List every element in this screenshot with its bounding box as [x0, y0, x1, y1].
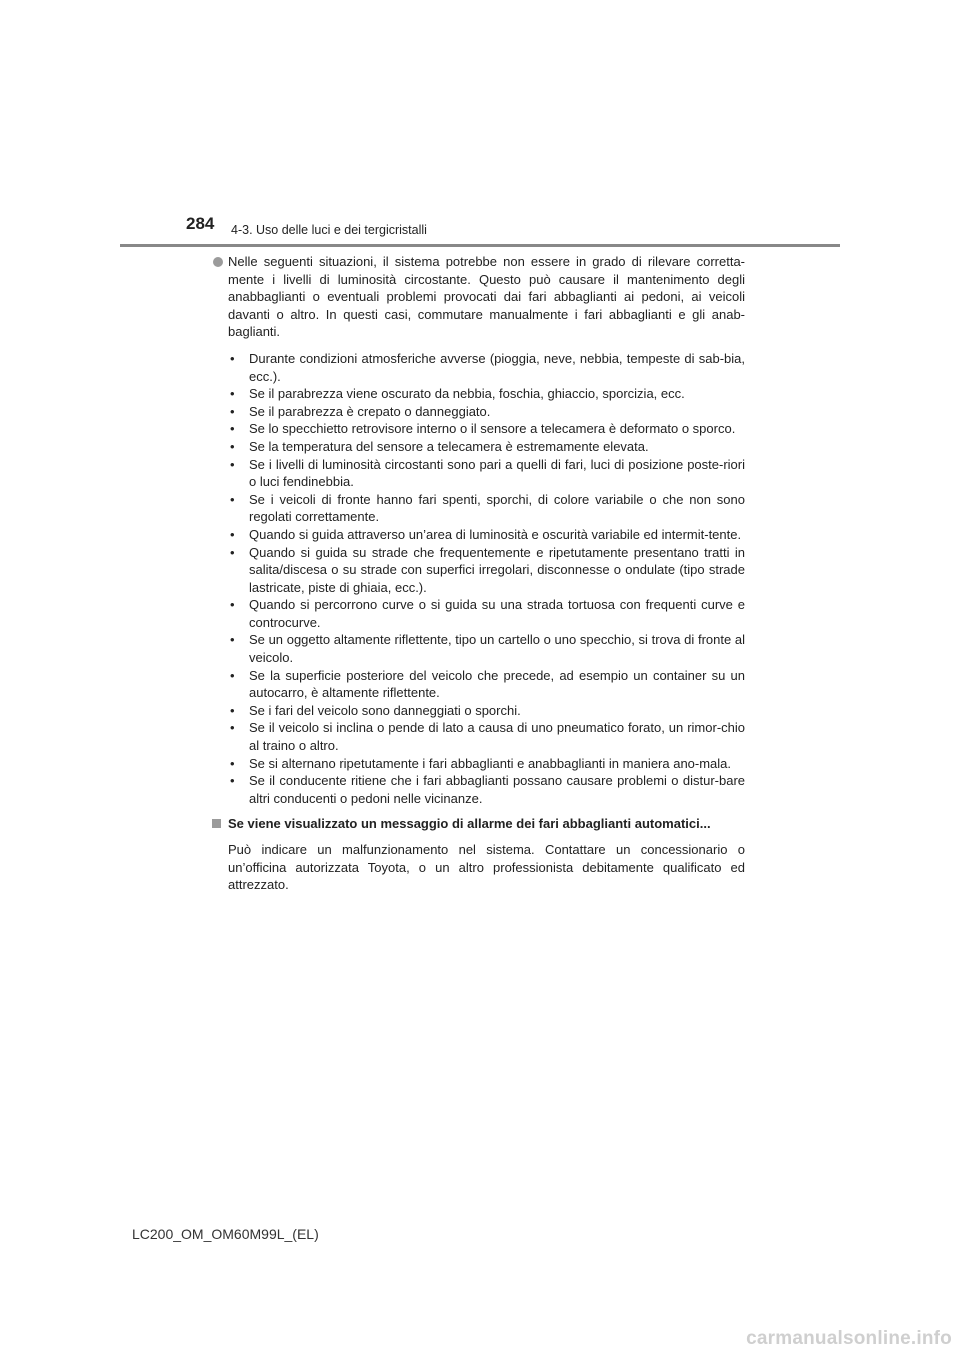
list-item-text: Se si alternano ripetutamente i fari abbaglianti e anabbaglianti in maniera ano-mala.: [249, 755, 732, 771]
dot-bullet-icon: •: [230, 667, 235, 683]
intro-paragraph: [210, 253, 745, 341]
list-item-text: Se il conducente ritiene che i fari abbaglianti possano causare problemi o distur-bare altri conducenti o pedoni nelle vicinanze.: [249, 773, 745, 806]
list-item-text: Se il veicolo si inclina o pende di lato a causa di uno pneumatico forato, un rimor-chio al traino o altro.: [249, 720, 745, 754]
warning-paragraph: Può indicare un malfunzionamento nel sistema. Contattare un concessionario o un’officina autorizzata Toyota, o un altro professionista debitamente qualificato ed attrezzato.: [228, 842, 745, 893]
list-item: [228, 350, 745, 385]
list-item: [228, 702, 745, 720]
document-code: LC200_OM_OM60M99L_(EL): [132, 1226, 319, 1242]
dot-bullet-icon: •: [230, 720, 235, 736]
dot-bullet-icon: •: [230, 526, 235, 542]
warning-heading: [210, 815, 745, 833]
dot-bullet-icon: •: [230, 491, 235, 507]
dot-bullet-icon: •: [230, 403, 235, 419]
list-item-text: Se i livelli di luminosità circostanti sono pari a quelli di fari, luci di posizione poste-riori o luci fendinebbia.: [249, 456, 745, 490]
dot-bullet-icon: •: [230, 702, 235, 718]
list-item: [228, 667, 745, 702]
list-item: [228, 385, 745, 403]
circle-bullet-icon: [213, 257, 223, 267]
dot-bullet-icon: •: [230, 456, 235, 472]
list-item-text: Quando si percorrono curve o si guida su una strada tortuosa con frequenti curve e controcurve.: [249, 597, 745, 630]
page-content: [210, 253, 745, 907]
list-item-text: Se i veicoli di fronte hanno fari spenti, sporchi, di colore variabile o che non sono regolati correttamente.: [249, 491, 745, 525]
list-item-text: Se la superficie posteriore del veicolo che precede, ad esempio un container su un autocarro, è altamente riflettente.: [249, 667, 745, 701]
dot-bullet-icon: •: [230, 386, 235, 402]
list-item-text: Se il parabrezza viene oscurato da nebbia, foschia, ghiaccio, sporcizia, ecc.: [249, 386, 685, 402]
dot-bullet-icon: •: [230, 597, 235, 613]
list-item-text: Se i fari del veicolo sono danneggiati o sporchi.: [249, 702, 521, 718]
list-item-text: Se lo specchietto retrovisore interno o il sensore a telecamera è deformato o sporco.: [249, 421, 736, 437]
dot-bullet-icon: •: [230, 773, 235, 789]
header-divider: [120, 244, 840, 247]
list-item: [228, 596, 745, 631]
list-item: [228, 772, 745, 807]
list-item-text: Durante condizioni atmosferiche avverse (pioggia, neve, nebbia, tempeste di sab-bia, ecc.).: [249, 350, 745, 384]
page-number: 284: [186, 214, 215, 233]
list-item: [228, 544, 745, 597]
list-item: [228, 526, 745, 544]
list-item-text: Quando si guida su strade che frequentemente e ripetutamente presentano tratti in salita/discesa o su strade con superfici irregolari, disconnesse o ondulate (tipo strade lastricate, piste di ghiaia, ecc.).: [249, 544, 745, 595]
list-item: [228, 631, 745, 666]
watermark: carmanualsonline.info: [746, 1328, 952, 1349]
list-item: [228, 420, 745, 438]
list-item: [228, 491, 745, 526]
warning-heading-text: Se viene visualizzato un messaggio di allarme dei fari abbaglianti automatici...: [228, 816, 711, 832]
dot-bullet-icon: •: [230, 350, 235, 366]
list-item: [228, 456, 745, 491]
dot-bullet-icon: •: [230, 632, 235, 648]
dot-bullet-icon: •: [230, 755, 235, 771]
square-bullet-icon: [212, 819, 221, 828]
list-item: [228, 403, 745, 421]
dot-bullet-icon: •: [230, 544, 235, 560]
list-item-text: Quando si guida attraverso un’area di luminosità e oscurità variabile ed intermit-tente.: [249, 526, 742, 542]
conditions-list: [210, 350, 745, 807]
dot-bullet-icon: •: [230, 438, 235, 454]
list-item-text: Se il parabrezza è crepato o danneggiato.: [249, 403, 491, 419]
intro-text: Nelle seguenti situazioni, il sistema potrebbe non essere in grado di rilevare corretta-mente i livelli di luminosità circostante. Questo può causare il mantenimento degli anabbaglianti o eventuali problemi provocati dai fari abbaglianti ai pedoni, ai veicoli davanti o altro. In questi casi, commutare manualmente i fari abbaglianti e gli anab-baglianti.: [228, 254, 745, 340]
list-item: [228, 719, 745, 754]
list-item: [228, 755, 745, 773]
section-title: 4-3. Uso delle luci e dei tergicristalli: [231, 223, 427, 237]
list-item-text: Se la temperatura del sensore a telecamera è estremamente elevata.: [249, 438, 649, 454]
list-item-text: Se un oggetto altamente riflettente, tipo un cartello o uno specchio, si trova di fronte al veicolo.: [249, 632, 745, 666]
dot-bullet-icon: •: [230, 421, 235, 437]
list-item: [228, 438, 745, 456]
